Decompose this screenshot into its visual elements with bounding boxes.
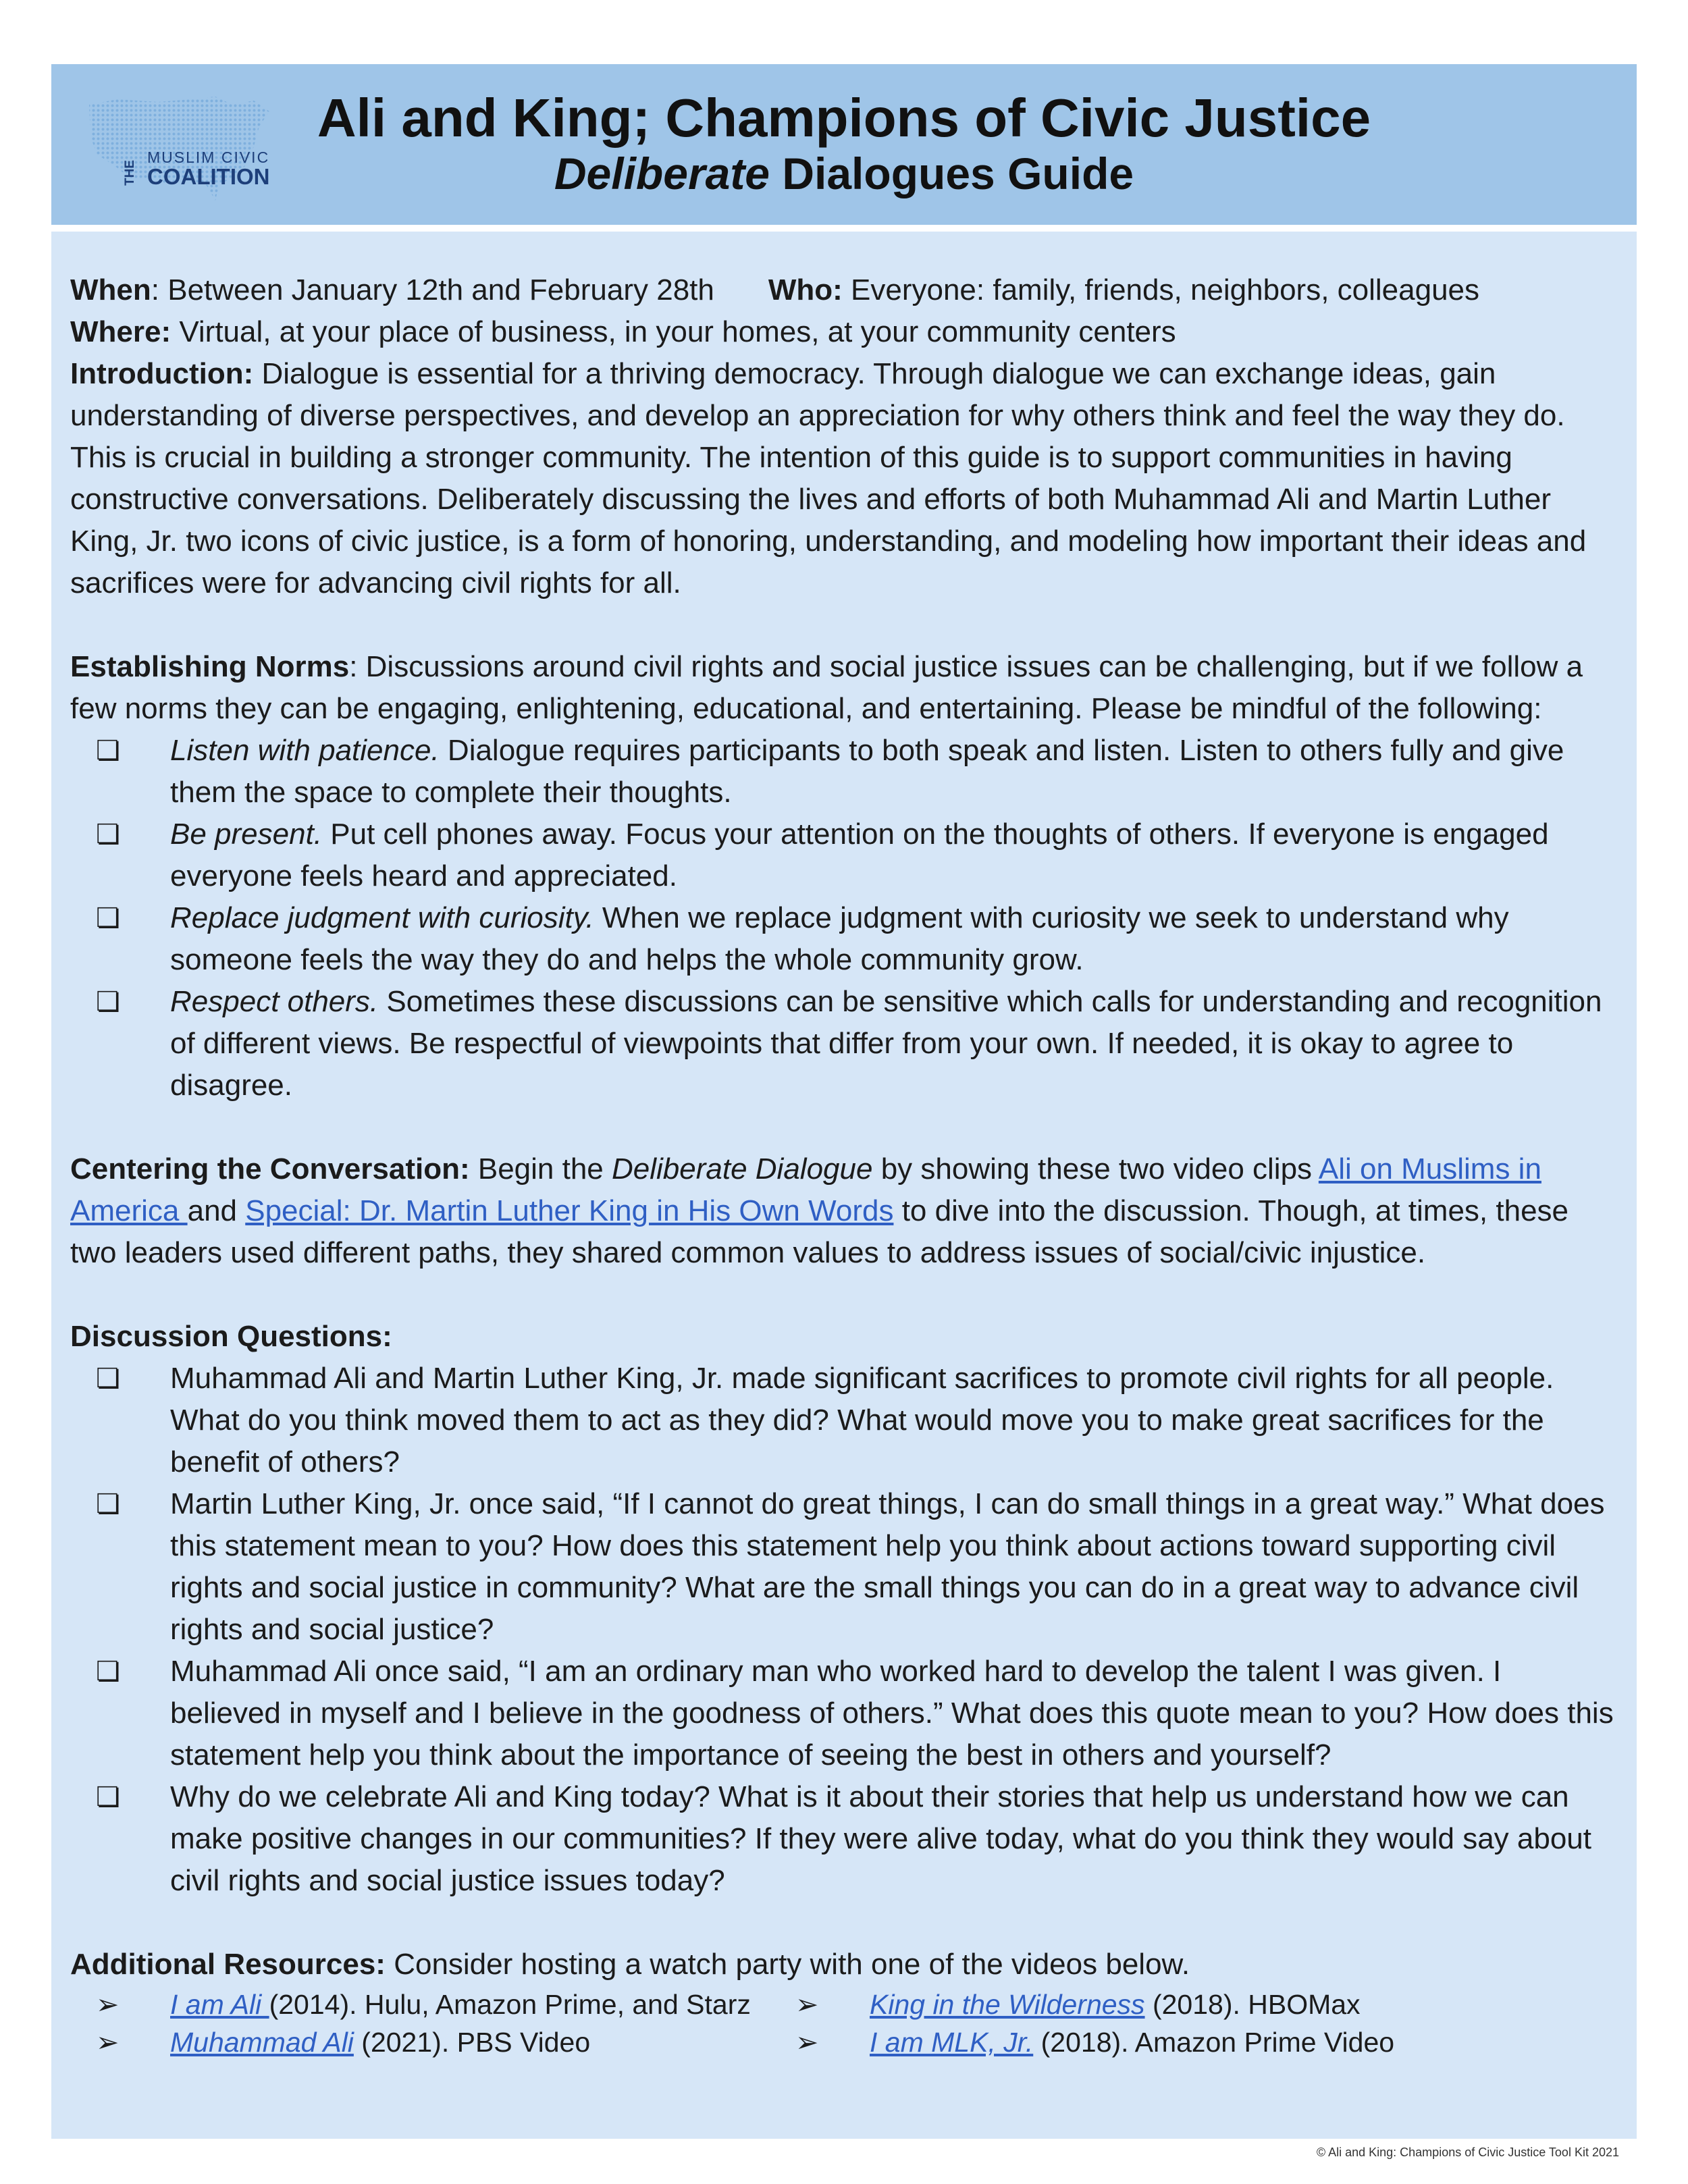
- norm-title: Replace judgment with curiosity.: [170, 901, 594, 934]
- who-block: [768, 269, 1479, 311]
- checkbox-bullet-icon: ❏: [96, 1489, 120, 1519]
- checkbox-bullet-icon: ❏: [96, 1657, 120, 1686]
- norms-text: : Discussions around civil rights and social justice issues can be challenging, but if we follow a few norms they can be engaging, enlightening, educational, and entertaining. Please be mindful of the following:: [70, 650, 1583, 725]
- resource-text: (2021). PBS Video: [353, 2027, 591, 2058]
- checkbox-bullet-icon: ❏: [96, 1364, 120, 1393]
- resource-text: (2018). HBOMax: [1144, 1989, 1361, 2020]
- resources-paragraph: [70, 1944, 1618, 1986]
- list-item: [70, 981, 1618, 1107]
- guide-body: [51, 232, 1637, 2139]
- i-am-mlk-link[interactable]: I am MLK, Jr.: [870, 2027, 1034, 2058]
- arrow-bullet-icon: ➢: [795, 1989, 819, 2020]
- mlk-video-link[interactable]: Special: Dr. Martin Luther King in His Own Words: [245, 1194, 894, 1227]
- questions-list: [70, 1358, 1618, 1902]
- norm-text: When we replace judgment with curiosity we seek to understand why someone feels the way they do and helps the whole community grow.: [170, 901, 1509, 976]
- introduction-text: Dialogue is essential for a thriving democracy. Through dialogue we can exchange ideas, gain understanding of diverse perspectives, and develop an appreciation for why others think and feel the way they do. This is crucial in building a stronger community. The intention of this guide is to support communities in having constructive conversations. Deliberately discussing the lives and efforts of both Muhammad Ali and Martin Luther King, Jr. two icons of civic justice, is a form of honoring, understanding, and modeling how important their ideas and sacrifices were for advancing civil rights for all.: [70, 357, 1587, 600]
- norm-title: Respect others.: [170, 985, 379, 1018]
- questions-label: Discussion Questions:: [70, 1320, 392, 1353]
- where-label: Where:: [70, 315, 172, 348]
- centering-text-3: and: [187, 1194, 246, 1227]
- centering-text-4: to dive into the discussion. Though, at times, these two leaders used different paths, they shared common values to address issues of social/civic injustice.: [70, 1194, 1569, 1269]
- when-who-line: [70, 269, 1618, 311]
- norm-text: Sometimes these discussions can be sensitive which calls for understanding and recognition of different views. Be respectful of viewpoints that differ from your own. If needed, it is okay to agree to disagree.: [170, 985, 1602, 1102]
- i-am-ali-link[interactable]: I am Ali: [170, 1989, 269, 2020]
- centering-text-2: by showing these two video clips: [872, 1152, 1319, 1186]
- copyright-footer: © Ali and King: Champions of Civic Justice Tool Kit 2021: [1316, 2146, 1619, 2159]
- page-title: Ali and King; Champions of Civic Justice: [317, 88, 1371, 148]
- question-text: Martin Luther King, Jr. once said, “If I cannot do great things, I can do small things in a great way.” What does this statement mean to you? How does this statement help you think about actions toward supporting civil rights and social justice in community? What are the small things you can do in a great way to advance civil rights and social justice?: [170, 1487, 1605, 1646]
- norm-text: Put cell phones away. Focus your attention on the thoughts of others. If everyone is engaged everyone feels heard and appreciated.: [170, 818, 1549, 893]
- norms-label: Establishing Norms: [70, 650, 350, 683]
- who-text: Everyone: family, friends, neighbors, colleagues: [842, 273, 1480, 307]
- questions-heading: [70, 1316, 1618, 1358]
- header-banner: [51, 64, 1637, 225]
- where-text: Virtual, at your place of business, in your homes, at your community centers: [171, 315, 1176, 348]
- king-in-the-wilderness-link[interactable]: King in the Wilderness: [870, 1989, 1145, 2020]
- list-item: [70, 1651, 1618, 1776]
- norm-text: Dialogue requires participants to both speak and listen. Listen to others fully and give them the space to complete their thoughts.: [170, 734, 1564, 809]
- when-label: When: [70, 273, 151, 307]
- when-text: : Between January 12th and February 28th: [151, 273, 714, 307]
- question-text: Muhammad Ali once said, “I am an ordinary man who worked hard to develop the talent I was given. I believed in myself and I believe in the goodness of others.” What does this quote mean to you? How does this statement help you think about the importance of seeing the best in others and yourself?: [170, 1655, 1614, 1772]
- subtitle-rest: Dialogues Guide: [770, 149, 1134, 198]
- checkbox-bullet-icon: ❏: [96, 1782, 120, 1812]
- where-line: [70, 311, 1618, 353]
- arrow-bullet-icon: ➢: [795, 2027, 819, 2058]
- arrow-bullet-icon: ➢: [96, 2027, 120, 2058]
- checkbox-bullet-icon: ❏: [96, 987, 120, 1017]
- list-item: [70, 814, 1618, 897]
- list-item: [70, 1986, 770, 2023]
- list-item: [70, 897, 1618, 981]
- list-item: [770, 2023, 1445, 2061]
- resources-list: [70, 1986, 1618, 2061]
- resources-label: Additional Resources:: [70, 1948, 386, 1981]
- centering-paragraph: [70, 1148, 1618, 1274]
- centering-italic: Deliberate Dialogue: [612, 1152, 873, 1186]
- checkbox-bullet-icon: ❏: [96, 736, 120, 766]
- resource-text: (2014). Hulu, Amazon Prime, and Starz: [269, 1989, 751, 2020]
- introduction-paragraph: [70, 353, 1618, 604]
- resources-text: Consider hosting a watch party with one of the videos below.: [385, 1948, 1190, 1981]
- list-item: [70, 730, 1618, 814]
- norm-title: Be present.: [170, 818, 323, 851]
- ali-video-link[interactable]: Ali on Muslims in America: [70, 1152, 1541, 1227]
- list-item: [770, 1986, 1445, 2023]
- who-label: Who:: [768, 273, 843, 307]
- list-item: [70, 1358, 1618, 1483]
- norm-title: Listen with patience.: [170, 734, 440, 767]
- list-item: [70, 1776, 1618, 1902]
- checkbox-bullet-icon: ❏: [96, 820, 120, 849]
- list-item: [70, 1483, 1618, 1651]
- norms-list: [70, 730, 1618, 1107]
- question-text: Why do we celebrate Ali and King today? What is it about their stories that help us understand how we can make positive changes in our communities? If they were alive today, what do you think they would say about civil rights and social justice issues today?: [170, 1780, 1591, 1897]
- centering-label: Centering the Conversation:: [70, 1152, 470, 1186]
- norms-paragraph: [70, 646, 1618, 730]
- subtitle-italic: Deliberate: [554, 149, 770, 198]
- logo-the-text: THE: [123, 160, 137, 186]
- resource-text: (2018). Amazon Prime Video: [1033, 2027, 1395, 2058]
- logo-line1-text: MUSLIM CIVIC: [147, 149, 270, 166]
- page-subtitle: [51, 148, 1637, 199]
- question-text: Muhammad Ali and Martin Luther King, Jr. made significant sacrifices to promote civil rights for all people. What do you think moved them to act as they did? What would move you to make great sacrifices for the benefit of others?: [170, 1362, 1554, 1479]
- introduction-label: Introduction:: [70, 357, 254, 390]
- list-item: [70, 2023, 770, 2061]
- muhammad-ali-link[interactable]: Muhammad Ali: [170, 2027, 354, 2058]
- logo-line2-text: COALITION: [147, 164, 270, 189]
- checkbox-bullet-icon: ❏: [96, 903, 120, 933]
- arrow-bullet-icon: ➢: [96, 1989, 120, 2020]
- centering-text-1: Begin the: [469, 1152, 612, 1186]
